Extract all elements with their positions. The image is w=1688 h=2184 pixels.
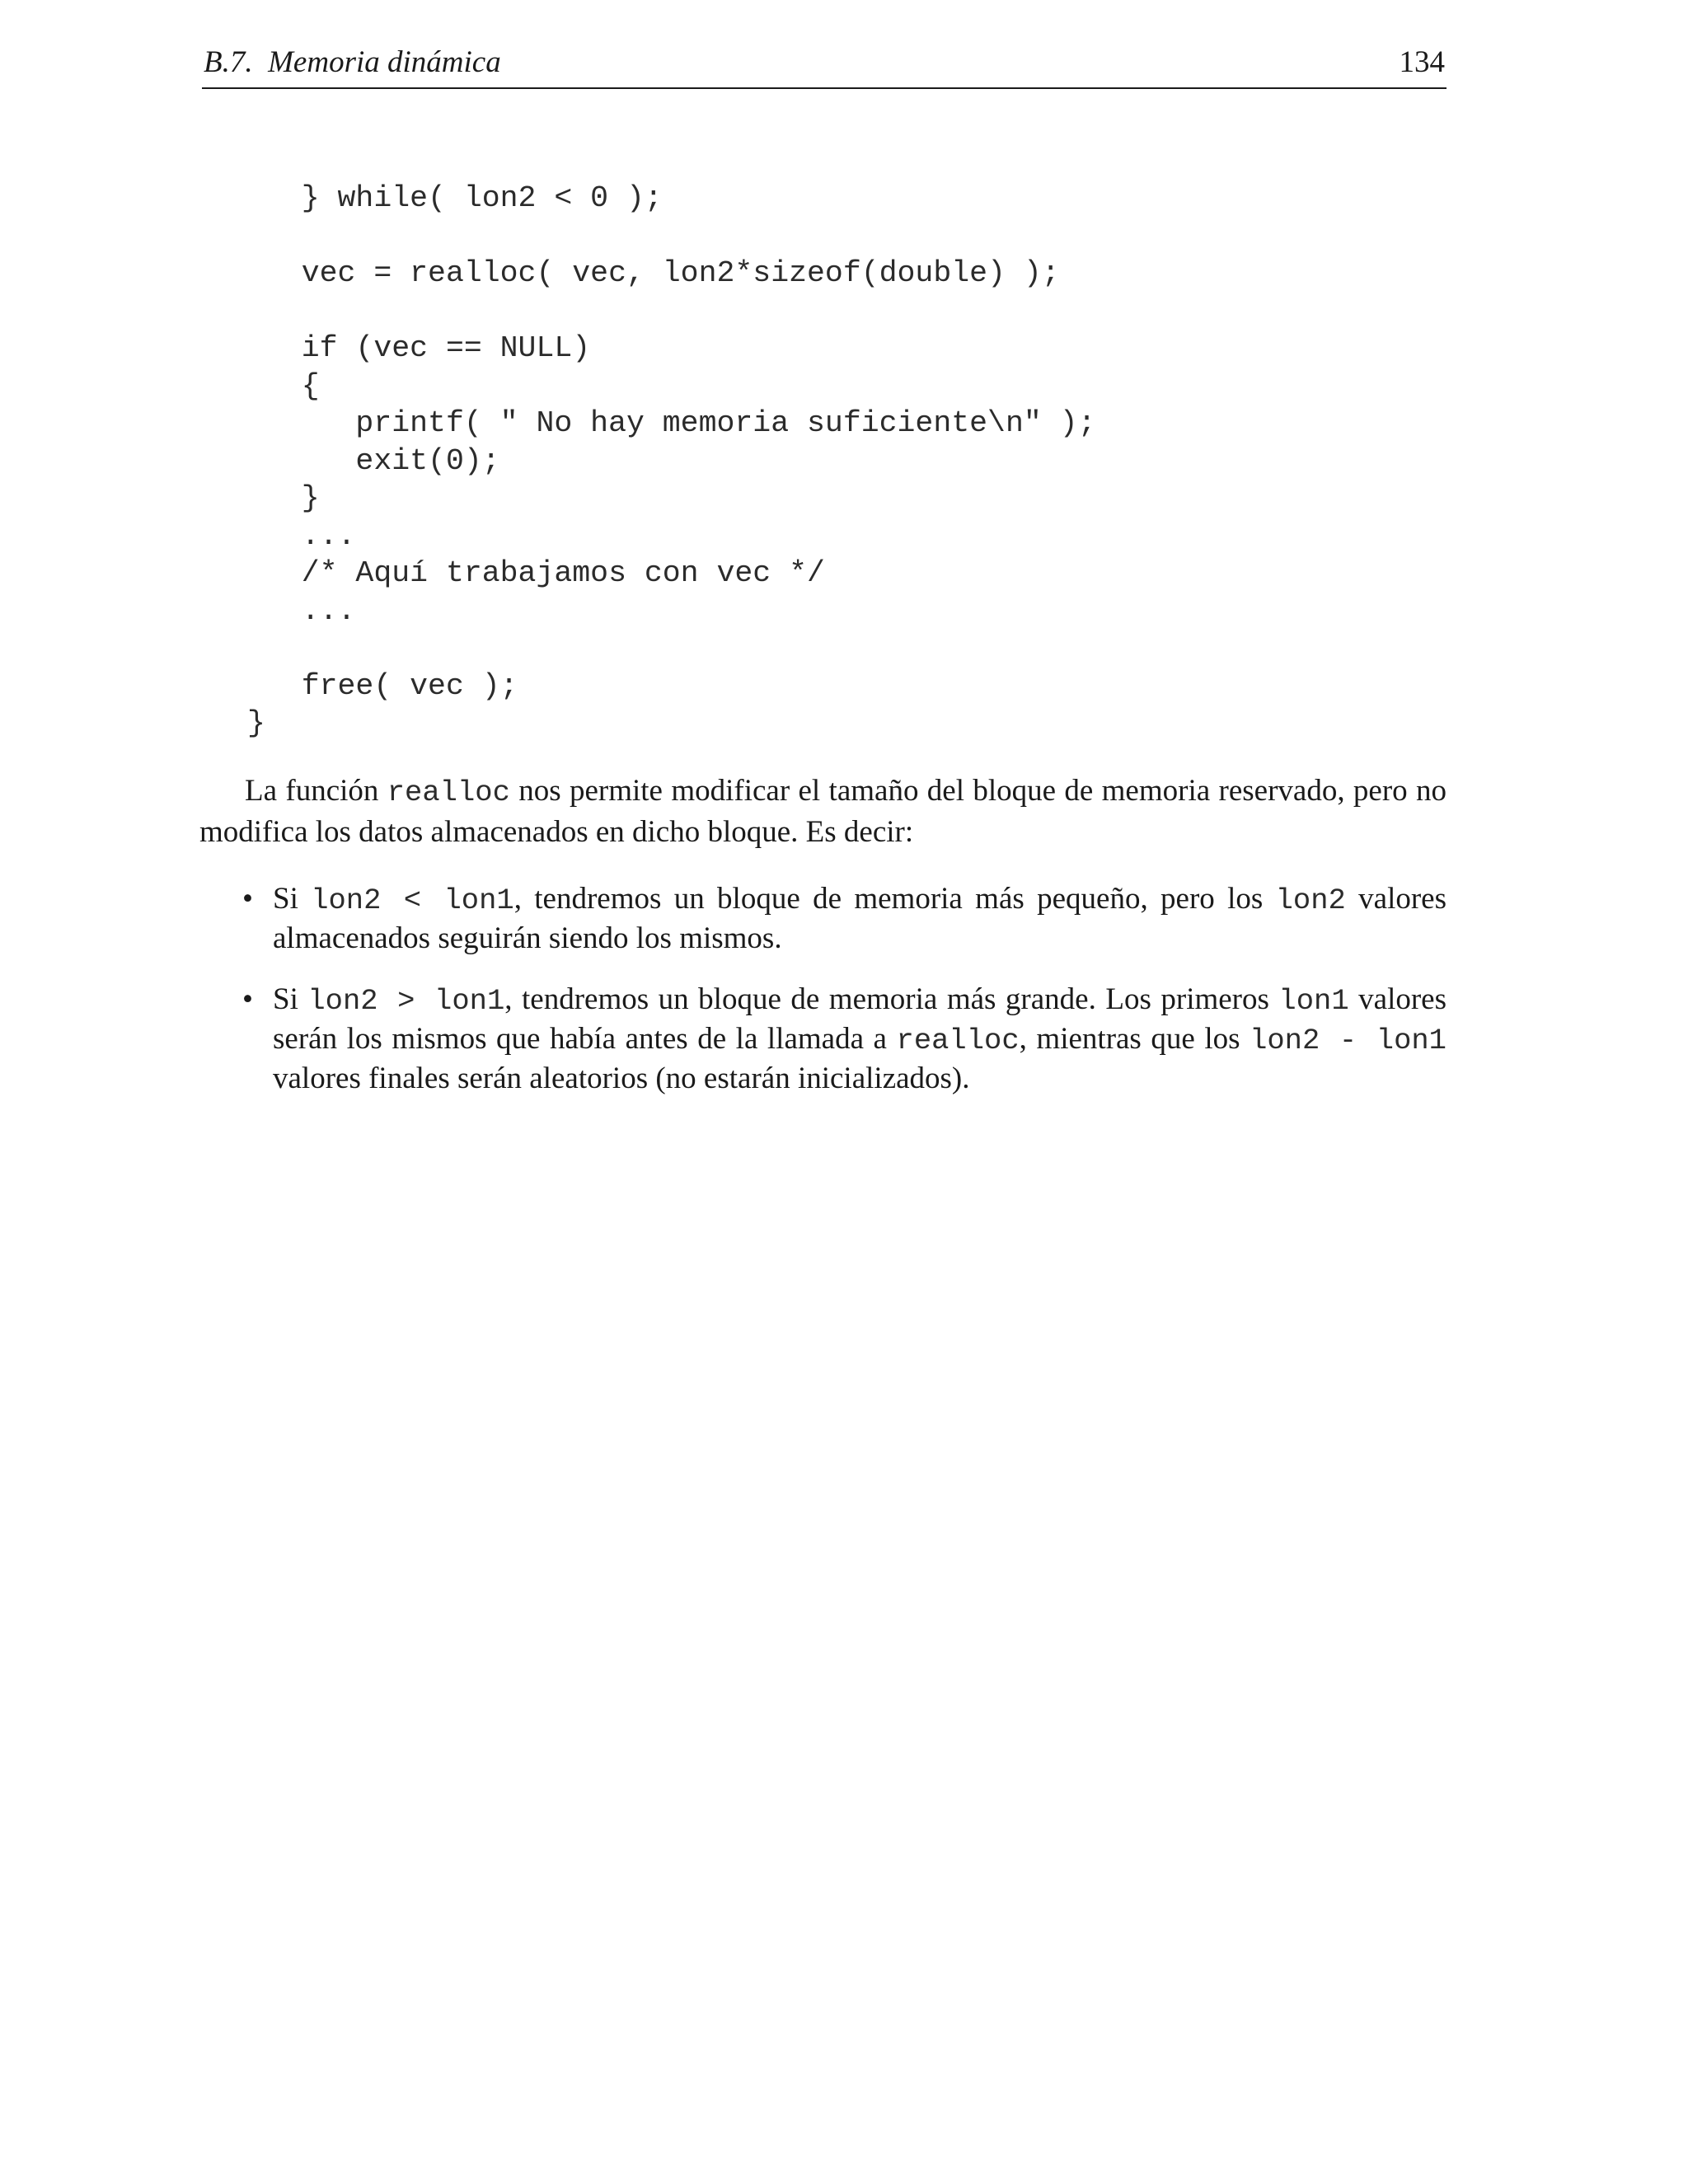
inline-code-lon1: lon1 [434,984,505,1018]
bullet-text: valores finales serán aleatorios (no estarán inicializados). [273,1062,970,1095]
code-line: if (vec == NULL) [247,331,591,365]
bullet-text: Si [273,982,308,1016]
inline-code-realloc: realloc [896,1024,1020,1057]
bullet-icon: • [242,982,253,1016]
code-line [247,630,1484,668]
inline-code-lon2: lon2 [311,883,382,917]
bullet-text: , mientras que los [1019,1022,1250,1056]
header-title: B.7. Memoria dinámica [204,45,501,79]
page-number: 134 [1399,45,1445,79]
paragraph-text: nos permite modificar el tamaño del bloque de memoria reservado, pero no modifica los datos almacenados en dicho bloque. Es decir: [199,774,1447,849]
list-item [239,880,1447,958]
inline-code-operator: > [377,984,435,1018]
code-line: free( vec ); [247,668,518,703]
code-line: } [247,706,265,740]
code-line: } [247,481,320,515]
inline-code-lon2: lon2 [1275,883,1346,917]
inline-code-lon2: lon2 [307,984,378,1018]
code-line: ... [247,593,356,628]
body-paragraph [199,771,1447,852]
code-line: printf( " No hay memoria suficiente\n" ); [247,406,1096,440]
page-header [202,43,1447,89]
bullet-text: , tendremos un bloque de memoria más grande. Los primeros [504,982,1279,1016]
code-line: /* Aquí trabajamos con vec */ [247,556,825,590]
code-line: { [247,368,320,403]
bullet-text: Si [273,882,312,916]
code-line: vec = realloc( vec, lon2*sizeof(double) ); [247,256,1060,290]
bullet-text: valores serán los mismos que había antes de la llamada a [273,982,1447,1056]
bullet-list [239,880,1447,1121]
inline-code-realloc: realloc [387,776,510,809]
inline-code-lon1: lon1 [443,883,514,917]
code-line [247,293,1484,330]
code-line: exit(0); [247,443,500,478]
bullet-text: , tendremos un bloque de memoria más pequeño, pero los [513,882,1276,916]
inline-code-operator: < [381,883,444,917]
bullet-text: valores almacenados seguirán siendo los mismos. [273,882,1447,955]
inline-code-lon1: lon1 [1278,984,1349,1018]
code-line [247,218,1484,255]
code-block [247,180,1484,743]
paragraph-text: La función [245,774,387,808]
bullet-icon: • [242,882,253,916]
inline-code-difference: lon2 - lon1 [1250,1024,1447,1057]
code-line: } while( lon2 < 0 ); [247,181,663,215]
code-line: ... [247,518,356,553]
list-item [239,981,1447,1098]
